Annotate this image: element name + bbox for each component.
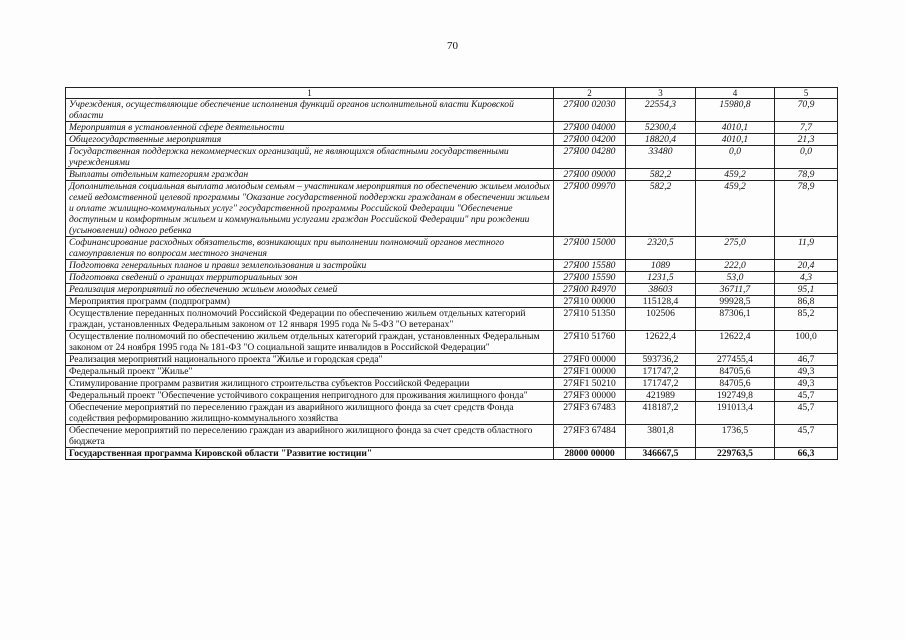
row-planned: 115128,4 bbox=[626, 296, 696, 308]
row-planned: 593736,2 bbox=[626, 354, 696, 366]
row-code: 27Я00 04000 bbox=[554, 122, 626, 134]
row-planned: 12622,4 bbox=[626, 331, 696, 354]
row-percent: 7,7 bbox=[775, 122, 838, 134]
table-row bbox=[66, 146, 838, 169]
row-code: 27Я00 15000 bbox=[554, 237, 626, 260]
table-row bbox=[66, 448, 838, 460]
row-planned: 18820,4 bbox=[626, 134, 696, 146]
header-col-1: 1 bbox=[66, 88, 554, 99]
row-planned: 22554,3 bbox=[626, 99, 696, 122]
row-percent: 11,9 bbox=[775, 237, 838, 260]
table-row bbox=[66, 237, 838, 260]
row-percent: 20,4 bbox=[775, 260, 838, 272]
row-code: 27Я00 04200 bbox=[554, 134, 626, 146]
row-percent: 70,9 bbox=[775, 99, 838, 122]
row-percent: 45,7 bbox=[775, 402, 838, 425]
row-executed: 0,0 bbox=[696, 146, 775, 169]
row-code: 27Я10 51350 bbox=[554, 308, 626, 331]
page-number: 70 bbox=[447, 40, 458, 52]
row-executed: 277455,4 bbox=[696, 354, 775, 366]
row-planned: 38603 bbox=[626, 284, 696, 296]
row-planned: 52300,4 bbox=[626, 122, 696, 134]
row-code: 27Я00 R4970 bbox=[554, 284, 626, 296]
row-code: 27ЯF1 50210 bbox=[554, 378, 626, 390]
row-name: Мероприятия программ (подпрограмм) bbox=[66, 296, 554, 308]
row-percent: 4,3 bbox=[775, 272, 838, 284]
row-executed: 87306,1 bbox=[696, 308, 775, 331]
row-executed: 99928,5 bbox=[696, 296, 775, 308]
row-code: 27Я10 00000 bbox=[554, 296, 626, 308]
table-row bbox=[66, 308, 838, 331]
row-name: Обеспечение мероприятий по переселению граждан из аварийного жилищного фонда за счет средств областного бюджета bbox=[66, 425, 554, 448]
row-percent: 78,9 bbox=[775, 181, 838, 237]
row-planned: 171747,2 bbox=[626, 366, 696, 378]
row-executed: 275,0 bbox=[696, 237, 775, 260]
row-code: 27Я00 09970 bbox=[554, 181, 626, 237]
header-col-3: 3 bbox=[626, 88, 696, 99]
row-name: Учреждения, осуществляющие обеспечение исполнения функций органов исполнительной власти Кировской области bbox=[66, 99, 554, 122]
row-name: Государственная программа Кировской области "Развитие юстиции" bbox=[66, 448, 554, 460]
row-executed: 229763,5 bbox=[696, 448, 775, 460]
row-executed: 84705,6 bbox=[696, 366, 775, 378]
header-col-4: 4 bbox=[696, 88, 775, 99]
row-code: 27Я10 51760 bbox=[554, 331, 626, 354]
row-percent: 49,3 bbox=[775, 366, 838, 378]
row-name: Государственная поддержка некоммерческих организаций, не являющихся областными государственными учреждениями bbox=[66, 146, 554, 169]
row-name: Подготовка сведений о границах территориальных зон bbox=[66, 272, 554, 284]
row-planned: 582,2 bbox=[626, 181, 696, 237]
row-name: Реализация мероприятий по обеспечению жильем молодых семей bbox=[66, 284, 554, 296]
row-planned: 418187,2 bbox=[626, 402, 696, 425]
row-name: Дополнительная социальная выплата молодым семьям – участникам мероприятия по обеспечению жильем молодых семей ведомственной целевой программы "Оказание государственной поддержки гражданам в обеспечении жильем и оплате жилищно-коммунальных услуг" государственной программы Российской Федерации "Обеспечение доступным и комфортным жильем и коммунальными услугами граждан Российской Федерации" при рождении (усыновлении) одного ребенка bbox=[66, 181, 554, 237]
row-executed: 459,2 bbox=[696, 181, 775, 237]
row-name: Подготовка генеральных планов и правил землепользования и застройки bbox=[66, 260, 554, 272]
table-row bbox=[66, 272, 838, 284]
row-code: 27Я00 15580 bbox=[554, 260, 626, 272]
row-executed: 15980,8 bbox=[696, 99, 775, 122]
table-row bbox=[66, 425, 838, 448]
row-planned: 1089 bbox=[626, 260, 696, 272]
table-row bbox=[66, 296, 838, 308]
row-percent: 78,9 bbox=[775, 169, 838, 181]
row-code: 27ЯF3 67483 bbox=[554, 402, 626, 425]
table-row bbox=[66, 366, 838, 378]
row-name: Мероприятия в установленной сфере деятельности bbox=[66, 122, 554, 134]
table-row bbox=[66, 354, 838, 366]
row-percent: 85,2 bbox=[775, 308, 838, 331]
row-percent: 66,3 bbox=[775, 448, 838, 460]
row-planned: 1231,5 bbox=[626, 272, 696, 284]
row-executed: 222,0 bbox=[696, 260, 775, 272]
table-row bbox=[66, 122, 838, 134]
table-row bbox=[66, 181, 838, 237]
row-percent: 0,0 bbox=[775, 146, 838, 169]
row-planned: 346667,5 bbox=[626, 448, 696, 460]
table-row bbox=[66, 260, 838, 272]
row-executed: 84705,6 bbox=[696, 378, 775, 390]
row-name: Федеральный проект "Обеспечение устойчивого сокращения непригодного для проживания жилищного фонда" bbox=[66, 390, 554, 402]
row-name: Федеральный проект "Жилье" bbox=[66, 366, 554, 378]
table-row bbox=[66, 134, 838, 146]
row-percent: 21,3 bbox=[775, 134, 838, 146]
row-code: 27ЯF0 00000 bbox=[554, 354, 626, 366]
row-name: Выплаты отдельным категориям граждан bbox=[66, 169, 554, 181]
row-name: Осуществление полномочий по обеспечению жильем отдельных категорий граждан, установленных Федеральным законом от 24 ноября 1995 года № 181-ФЗ "О социальной защите инвалидов в Российской Федерации" bbox=[66, 331, 554, 354]
table-row bbox=[66, 390, 838, 402]
row-name: Софинансирование расходных обязательств, возникающих при выполнении полномочий органов местного самоуправления по вопросам местного значения bbox=[66, 237, 554, 260]
row-planned: 2320,5 bbox=[626, 237, 696, 260]
row-percent: 45,7 bbox=[775, 390, 838, 402]
row-executed: 1736,5 bbox=[696, 425, 775, 448]
table-row bbox=[66, 99, 838, 122]
row-planned: 582,2 bbox=[626, 169, 696, 181]
row-planned: 171747,2 bbox=[626, 378, 696, 390]
row-percent: 46,7 bbox=[775, 354, 838, 366]
row-planned: 421989 bbox=[626, 390, 696, 402]
row-code: 27ЯF3 00000 bbox=[554, 390, 626, 402]
table-row bbox=[66, 284, 838, 296]
row-percent: 45,7 bbox=[775, 425, 838, 448]
row-code: 27ЯF1 00000 bbox=[554, 366, 626, 378]
row-executed: 459,2 bbox=[696, 169, 775, 181]
table-body bbox=[66, 99, 838, 460]
budget-table bbox=[65, 87, 838, 460]
table-row bbox=[66, 402, 838, 425]
row-executed: 191013,4 bbox=[696, 402, 775, 425]
row-planned: 33480 bbox=[626, 146, 696, 169]
table-row bbox=[66, 169, 838, 181]
row-executed: 53,0 bbox=[696, 272, 775, 284]
row-code: 27Я00 09000 bbox=[554, 169, 626, 181]
table-row bbox=[66, 331, 838, 354]
row-planned: 3801,8 bbox=[626, 425, 696, 448]
row-executed: 36711,7 bbox=[696, 284, 775, 296]
row-name: Стимулирование программ развития жилищного строительства субъектов Российской Федерации bbox=[66, 378, 554, 390]
header-col-2: 2 bbox=[554, 88, 626, 99]
row-name: Обеспечение мероприятий по переселению граждан из аварийного жилищного фонда за счет средств Фонда содействия реформированию жилищно-коммунального хозяйства bbox=[66, 402, 554, 425]
row-executed: 4010,1 bbox=[696, 122, 775, 134]
row-planned: 102506 bbox=[626, 308, 696, 331]
table-row bbox=[66, 378, 838, 390]
row-executed: 4010,1 bbox=[696, 134, 775, 146]
row-code: 27ЯF3 67484 bbox=[554, 425, 626, 448]
row-name: Реализация мероприятий национального проекта "Жилье и городская среда" bbox=[66, 354, 554, 366]
header-col-5: 5 bbox=[775, 88, 838, 99]
row-code: 27Я00 04280 bbox=[554, 146, 626, 169]
row-percent: 95,1 bbox=[775, 284, 838, 296]
row-code: 27Я00 15590 bbox=[554, 272, 626, 284]
table-header-row bbox=[66, 88, 838, 99]
row-name: Осуществление переданных полномочий Российской Федерации по обеспечению жильем отдельных категорий граждан, установленных Федеральным законом от 12 января 1995 года № 5-ФЗ "О ветеранах" bbox=[66, 308, 554, 331]
row-executed: 12622,4 bbox=[696, 331, 775, 354]
row-percent: 49,3 bbox=[775, 378, 838, 390]
row-percent: 86,8 bbox=[775, 296, 838, 308]
row-code: 27Я00 02030 bbox=[554, 99, 626, 122]
row-name: Общегосударственные мероприятия bbox=[66, 134, 554, 146]
row-code: 28000 00000 bbox=[554, 448, 626, 460]
row-percent: 100,0 bbox=[775, 331, 838, 354]
row-executed: 192749,8 bbox=[696, 390, 775, 402]
